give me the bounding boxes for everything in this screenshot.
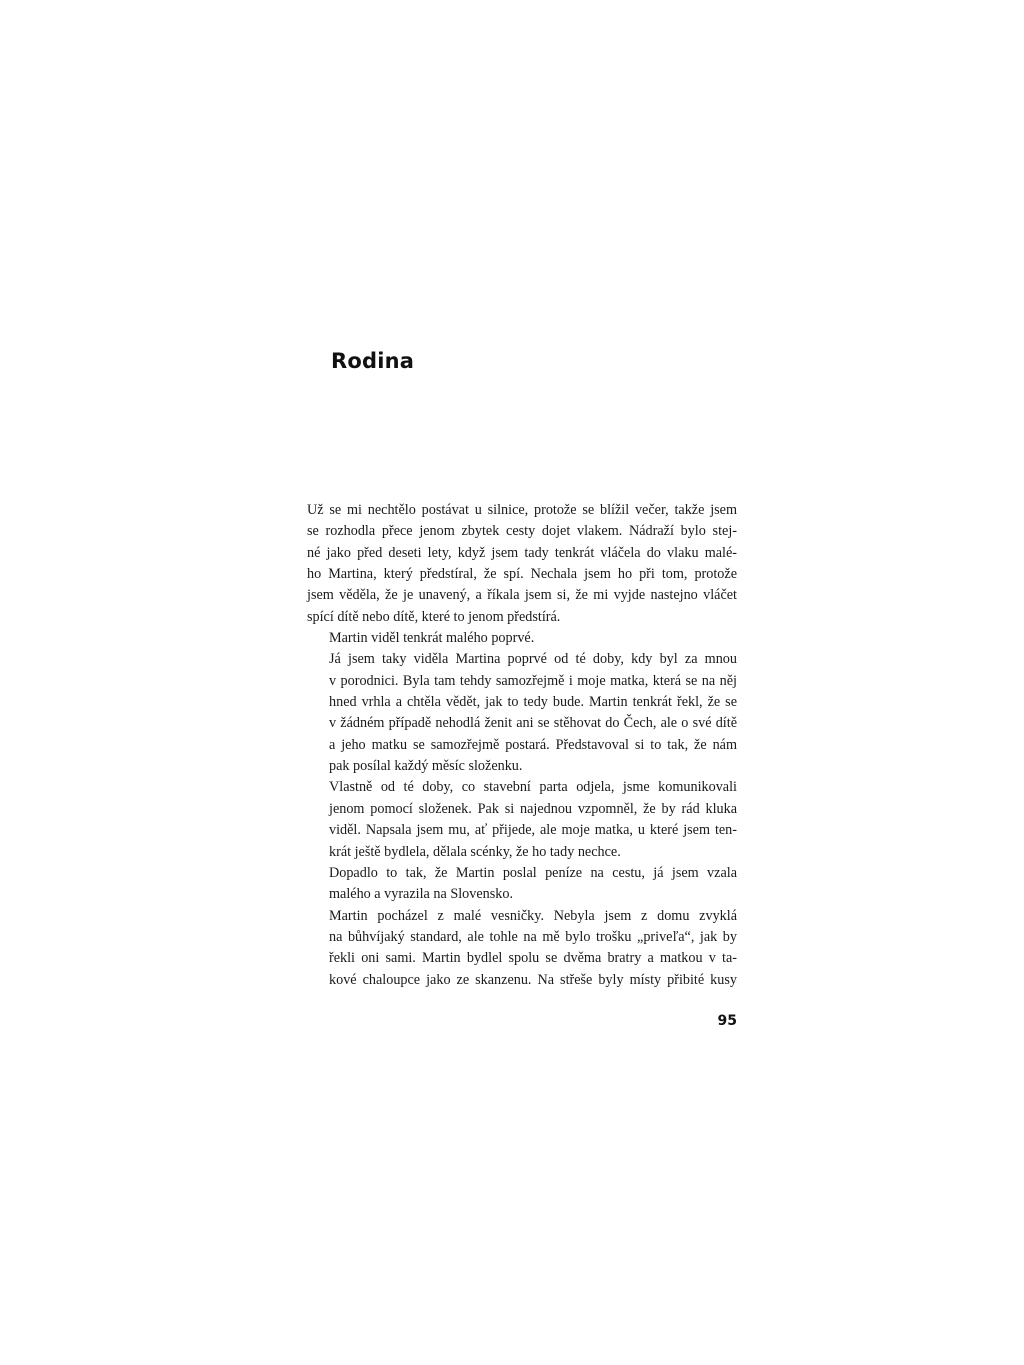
text-line: řekli oni sami. Martin bydlel spolu se dvěma bratry a matkou v ta-: [329, 950, 737, 967]
text-line: spící dítě nebo dítě, které to jenom předstírá.: [307, 608, 561, 625]
paragraph: [307, 500, 737, 628]
text-line: Martin pocházel z malé vesničky. Nebyla jsem z domu zvyklá: [329, 907, 737, 924]
chapter-title: Rodina: [331, 349, 415, 373]
text-line: né jako před deseti lety, když jsem tady tenkrát vláčela do vlaku malé-: [307, 544, 737, 561]
text-line: a jeho matku se samozřejmě postará. Představoval si to tak, že nám: [329, 736, 737, 753]
paragraph: [307, 906, 737, 991]
text-line: hned vrhla a chtěla vědět, jak to tedy bude. Martin tenkrát řekl, že se: [329, 694, 737, 711]
chapter-body: [307, 500, 737, 991]
text-line: na bůhvíjaký standard, ale tohle na mě bylo trošku „priveľa“, jak by: [329, 928, 737, 945]
text-line: jsem věděla, že je unavený, a říkala jsem si, že mi vyjde nastejno vláčet: [307, 587, 737, 604]
text-line: malého a vyrazila na Slovensko.: [329, 886, 513, 903]
text-line: Martin viděl tenkrát malého poprvé.: [329, 630, 535, 647]
text-line: v porodnici. Byla tam tehdy samozřejmě i moje matka, která se na něj: [329, 672, 737, 689]
paragraph: [307, 777, 737, 862]
paragraph: [307, 628, 737, 649]
paragraph: [307, 863, 737, 906]
text-line: viděl. Napsala jsem mu, ať přijede, ale moje matka, u které jsem ten-: [329, 822, 737, 839]
text-line: Vlastně od té doby, co stavební parta odjela, jsme komunikovali: [329, 779, 737, 796]
paragraph: [307, 649, 737, 777]
text-line: pak posílal každý měsíc složenku.: [329, 758, 523, 775]
text-line: ho Martina, který předstíral, že spí. Nechala jsem ho při tom, protože: [307, 566, 737, 583]
text-line: kové chaloupce jako ze skanzenu. Na střeše byly místy přibité kusy: [329, 971, 737, 988]
text-line: krát ještě bydlela, dělala scénky, že ho tady nechce.: [329, 843, 621, 860]
text-line: Už se mi nechtělo postávat u silnice, protože se blížil večer, takže jsem: [307, 502, 737, 518]
page-number: 95: [717, 1013, 737, 1029]
text-line: se rozhodla přece jenom zbytek cesty dojet vlakem. Nádraží bylo stej-: [307, 523, 737, 540]
text-line: Já jsem taky viděla Martina poprvé od té doby, kdy byl za mnou: [329, 651, 737, 668]
text-line: jenom pomocí složenek. Pak si najednou vzpomněl, že by rád kluka: [329, 800, 737, 817]
text-line: v žádném případě nehodlá ženit ani se stěhovat do Čech, ale o své dítě: [329, 715, 737, 732]
text-line: Dopadlo to tak, že Martin poslal peníze na cestu, já jsem vzala: [329, 864, 737, 881]
